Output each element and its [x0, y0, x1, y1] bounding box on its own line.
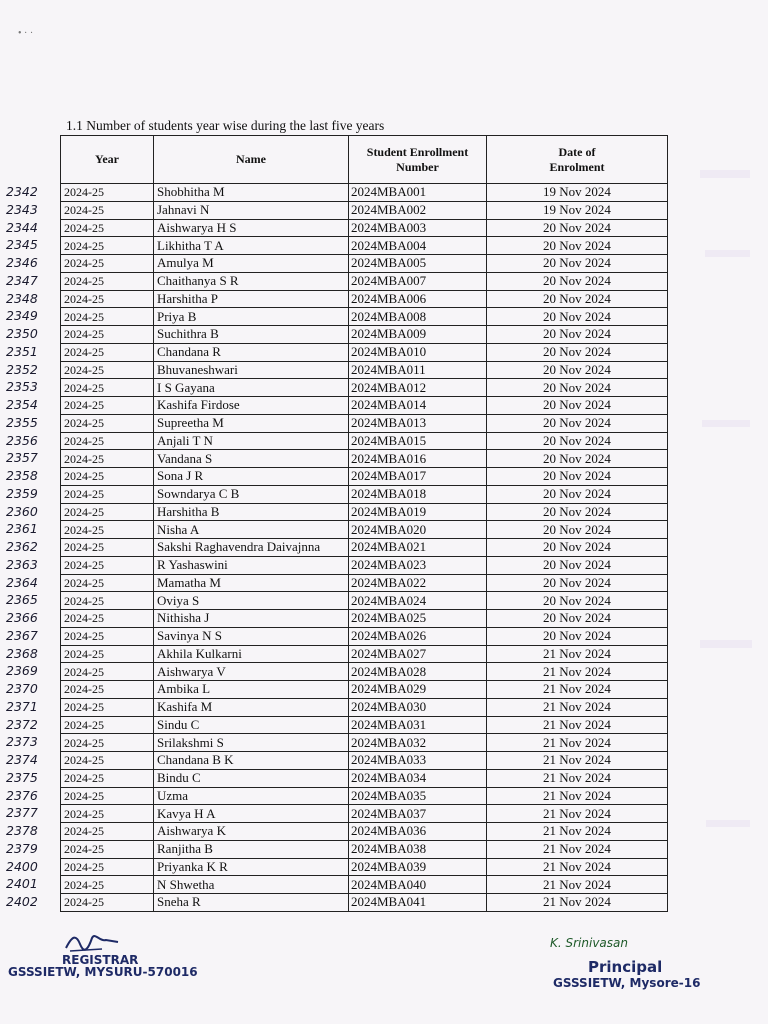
cell-enrollment: 2024MBA016 [349, 450, 487, 468]
margin-serial-number: 2369 [6, 663, 38, 679]
table-row [61, 201, 668, 219]
cell-year: 2024-25 [61, 627, 154, 645]
margin-serial-number: 2366 [6, 610, 38, 625]
bleed-through-mark [705, 250, 750, 257]
cell-enrollment: 2024MBA019 [349, 503, 487, 521]
cell-enrollment: 2024MBA039 [349, 858, 487, 876]
cell-enrollment: 2024MBA025 [349, 610, 487, 628]
table-caption: 1.1 Number of students year wise during the last five years [66, 118, 385, 133]
bleed-through-mark [700, 170, 750, 178]
margin-serial-number: 2351 [6, 343, 38, 359]
table-row [61, 894, 668, 912]
margin-serial-number: 2343 [6, 201, 38, 217]
margin-serial-number: 2345 [6, 237, 38, 253]
cell-enrollment: 2024MBA006 [349, 290, 487, 308]
cell-name: Chandana R [154, 343, 349, 361]
margin-serial-number: 2364 [6, 574, 38, 590]
cell-date: 19 Nov 2024 [487, 184, 668, 202]
header-enrollment [349, 136, 487, 184]
cell-enrollment: 2024MBA008 [349, 308, 487, 326]
cell-enrollment: 2024MBA027 [349, 645, 487, 663]
cell-date: 19 Nov 2024 [487, 201, 668, 219]
cell-enrollment: 2024MBA015 [349, 432, 487, 450]
cell-year: 2024-25 [61, 805, 154, 823]
cell-enrollment: 2024MBA040 [349, 876, 487, 894]
cell-enrollment: 2024MBA007 [349, 272, 487, 290]
cell-name: Akhila Kulkarni [154, 645, 349, 663]
margin-serial-number: 2378 [6, 823, 38, 838]
cell-year: 2024-25 [61, 219, 154, 237]
cell-year: 2024-25 [61, 645, 154, 663]
cell-date: 21 Nov 2024 [487, 769, 668, 787]
margin-serial-number: 2374 [6, 752, 38, 767]
cell-name: Chaithanya S R [154, 272, 349, 290]
cell-name: Savinya N S [154, 627, 349, 645]
margin-serial-number: 2365 [6, 592, 38, 608]
student-table-wrapper [60, 135, 668, 912]
cell-date: 20 Nov 2024 [487, 485, 668, 503]
cell-date: 21 Nov 2024 [487, 823, 668, 841]
table-row [61, 716, 668, 734]
cell-year: 2024-25 [61, 521, 154, 539]
cell-date: 20 Nov 2024 [487, 574, 668, 592]
cell-name: R Yashaswini [154, 556, 349, 574]
table-row [61, 272, 668, 290]
cell-name: Oviya S [154, 592, 349, 610]
cell-date: 20 Nov 2024 [487, 290, 668, 308]
cell-date: 20 Nov 2024 [487, 432, 668, 450]
cell-year: 2024-25 [61, 556, 154, 574]
margin-serial-number: 2350 [6, 326, 38, 341]
table-row [61, 503, 668, 521]
cell-year: 2024-25 [61, 681, 154, 699]
cell-date: 20 Nov 2024 [487, 521, 668, 539]
margin-serial-number: 2362 [6, 539, 38, 554]
margin-serial-number: 2367 [6, 627, 38, 643]
cell-date: 21 Nov 2024 [487, 698, 668, 716]
cell-year: 2024-25 [61, 574, 154, 592]
cell-enrollment: 2024MBA037 [349, 805, 487, 823]
cell-enrollment: 2024MBA011 [349, 361, 487, 379]
cell-name: Amulya M [154, 255, 349, 273]
cell-year: 2024-25 [61, 734, 154, 752]
cell-date: 20 Nov 2024 [487, 468, 668, 486]
margin-serial-number: 2375 [6, 769, 38, 785]
margin-serial-number: 2373 [6, 734, 38, 750]
header-date-line2: Enrolment [549, 159, 605, 174]
registrar-title: REGISTRAR [62, 953, 139, 967]
table-row [61, 610, 668, 628]
margin-serial-number: 2402 [6, 894, 38, 909]
cell-name: Sakshi Raghavendra Daivajnna [154, 539, 349, 557]
table-row [61, 645, 668, 663]
margin-serial-number: 2376 [6, 787, 38, 803]
cell-name: Vandana S [154, 450, 349, 468]
cell-enrollment: 2024MBA034 [349, 769, 487, 787]
cell-date: 21 Nov 2024 [487, 716, 668, 734]
cell-year: 2024-25 [61, 840, 154, 858]
table-row [61, 734, 668, 752]
cell-date: 20 Nov 2024 [487, 379, 668, 397]
cell-date: 20 Nov 2024 [487, 361, 668, 379]
cell-year: 2024-25 [61, 716, 154, 734]
cell-date: 21 Nov 2024 [487, 645, 668, 663]
cell-year: 2024-25 [61, 414, 154, 432]
table-row [61, 787, 668, 805]
table-row [61, 468, 668, 486]
header-date [487, 136, 668, 184]
cell-year: 2024-25 [61, 468, 154, 486]
header-enrollment-line1: Student Enrollment [366, 144, 469, 159]
cell-name: Priya B [154, 308, 349, 326]
cell-date: 20 Nov 2024 [487, 343, 668, 361]
cell-year: 2024-25 [61, 503, 154, 521]
cell-name: Harshitha P [154, 290, 349, 308]
table-row [61, 290, 668, 308]
margin-serial-number: 2347 [6, 272, 38, 288]
registrar-institution: GSSSIETW, MYSURU-570016 [8, 965, 198, 979]
table-row [61, 521, 668, 539]
cell-enrollment: 2024MBA032 [349, 734, 487, 752]
table-row [61, 255, 668, 273]
table-row [61, 539, 668, 557]
table-row [61, 858, 668, 876]
cell-name: Suchithra B [154, 326, 349, 344]
cell-name: Kashifa Firdose [154, 397, 349, 415]
cell-name: Kavya H A [154, 805, 349, 823]
cell-name: I S Gayana [154, 379, 349, 397]
cell-date: 20 Nov 2024 [487, 272, 668, 290]
cell-name: Harshitha B [154, 503, 349, 521]
margin-serial-number: 2368 [6, 645, 38, 661]
cell-enrollment: 2024MBA004 [349, 237, 487, 255]
cell-year: 2024-25 [61, 432, 154, 450]
table-row [61, 840, 668, 858]
cell-name: Jahnavi N [154, 201, 349, 219]
cell-name: Aishwarya V [154, 663, 349, 681]
cell-enrollment: 2024MBA024 [349, 592, 487, 610]
cell-name: Supreetha M [154, 414, 349, 432]
table-row [61, 450, 668, 468]
cell-enrollment: 2024MBA030 [349, 698, 487, 716]
margin-serial-number: 2377 [6, 805, 38, 821]
table-header-row [61, 136, 668, 184]
cell-year: 2024-25 [61, 237, 154, 255]
margin-serial-number: 2356 [6, 432, 38, 448]
cell-name: Kashifa M [154, 698, 349, 716]
cell-year: 2024-25 [61, 876, 154, 894]
margin-serial-number: 2370 [6, 681, 38, 696]
cell-year: 2024-25 [61, 539, 154, 557]
cell-year: 2024-25 [61, 823, 154, 841]
margin-serial-number: 2359 [6, 485, 38, 501]
cell-enrollment: 2024MBA036 [349, 823, 487, 841]
table-row [61, 769, 668, 787]
cell-year: 2024-25 [61, 894, 154, 912]
student-table [60, 135, 668, 912]
table-row [61, 361, 668, 379]
cell-date: 20 Nov 2024 [487, 326, 668, 344]
cell-date: 20 Nov 2024 [487, 503, 668, 521]
cell-name: Ranjitha B [154, 840, 349, 858]
cell-date: 21 Nov 2024 [487, 840, 668, 858]
cell-enrollment: 2024MBA012 [349, 379, 487, 397]
cell-enrollment: 2024MBA018 [349, 485, 487, 503]
cell-date: 20 Nov 2024 [487, 308, 668, 326]
cell-year: 2024-25 [61, 752, 154, 770]
cell-year: 2024-25 [61, 485, 154, 503]
margin-serial-number: 2379 [6, 840, 38, 856]
cell-enrollment: 2024MBA035 [349, 787, 487, 805]
cell-name: Sowndarya C B [154, 485, 349, 503]
cell-enrollment: 2024MBA041 [349, 894, 487, 912]
cell-name: Sona J R [154, 468, 349, 486]
cell-date: 21 Nov 2024 [487, 858, 668, 876]
cell-name: Srilakshmi S [154, 734, 349, 752]
cell-name: Ambika L [154, 681, 349, 699]
margin-serial-number: 2353 [6, 379, 38, 395]
cell-date: 21 Nov 2024 [487, 752, 668, 770]
cell-name: Aishwarya K [154, 823, 349, 841]
principal-signature: K. Srinivasan [550, 936, 628, 950]
header-date-line1: Date of [558, 144, 596, 159]
margin-serial-number: 2342 [6, 184, 38, 199]
cell-name: N Shwetha [154, 876, 349, 894]
cell-enrollment: 2024MBA014 [349, 397, 487, 415]
cell-year: 2024-25 [61, 290, 154, 308]
cell-year: 2024-25 [61, 769, 154, 787]
cell-name: Uzma [154, 787, 349, 805]
margin-serial-number: 2372 [6, 716, 38, 732]
cell-enrollment: 2024MBA009 [349, 326, 487, 344]
table-body [61, 184, 668, 912]
table-row [61, 379, 668, 397]
margin-serial-number: 2355 [6, 414, 38, 430]
cell-date: 20 Nov 2024 [487, 539, 668, 557]
margin-serial-number: 2346 [6, 255, 38, 270]
cell-year: 2024-25 [61, 255, 154, 273]
cell-date: 20 Nov 2024 [487, 610, 668, 628]
cell-enrollment: 2024MBA033 [349, 752, 487, 770]
cell-year: 2024-25 [61, 326, 154, 344]
table-row [61, 698, 668, 716]
cell-name: Nisha A [154, 521, 349, 539]
principal-institution: GSSSIETW, Mysore-16 [553, 976, 701, 990]
table-row [61, 237, 668, 255]
bleed-through-mark [700, 640, 752, 648]
table-row [61, 805, 668, 823]
header-year: Year [61, 136, 154, 184]
cell-name: Aishwarya H S [154, 219, 349, 237]
table-row [61, 627, 668, 645]
margin-serial-number: 2401 [6, 876, 38, 892]
cell-date: 20 Nov 2024 [487, 219, 668, 237]
margin-serial-number: 2349 [6, 308, 38, 324]
cell-year: 2024-25 [61, 450, 154, 468]
cell-date: 20 Nov 2024 [487, 397, 668, 415]
table-row [61, 681, 668, 699]
cell-year: 2024-25 [61, 592, 154, 610]
cell-year: 2024-25 [61, 610, 154, 628]
cell-name: Nithisha J [154, 610, 349, 628]
cell-enrollment: 2024MBA010 [349, 343, 487, 361]
registrar-signature [62, 930, 122, 954]
table-row [61, 219, 668, 237]
cell-date: 21 Nov 2024 [487, 894, 668, 912]
margin-serial-number: 2360 [6, 503, 38, 519]
cell-date: 20 Nov 2024 [487, 237, 668, 255]
cell-year: 2024-25 [61, 858, 154, 876]
cell-enrollment: 2024MBA020 [349, 521, 487, 539]
cell-year: 2024-25 [61, 308, 154, 326]
margin-serial-number: 2344 [6, 219, 38, 235]
margin-serial-number: 2348 [6, 290, 38, 306]
table-row [61, 574, 668, 592]
cell-enrollment: 2024MBA003 [349, 219, 487, 237]
table-row [61, 876, 668, 894]
table-row [61, 184, 668, 202]
cell-year: 2024-25 [61, 201, 154, 219]
principal-title: Principal [588, 958, 663, 976]
cell-year: 2024-25 [61, 272, 154, 290]
cell-enrollment: 2024MBA017 [349, 468, 487, 486]
cell-year: 2024-25 [61, 343, 154, 361]
bleed-through-mark [702, 420, 750, 427]
table-row [61, 592, 668, 610]
corner-mark: • · · [18, 28, 34, 39]
cell-name: Bindu C [154, 769, 349, 787]
cell-enrollment: 2024MBA028 [349, 663, 487, 681]
cell-enrollment: 2024MBA001 [349, 184, 487, 202]
table-row [61, 308, 668, 326]
margin-serial-number: 2361 [6, 521, 38, 537]
cell-name: Sneha R [154, 894, 349, 912]
table-row [61, 414, 668, 432]
cell-name: Bhuvaneshwari [154, 361, 349, 379]
cell-date: 20 Nov 2024 [487, 627, 668, 645]
table-row [61, 432, 668, 450]
cell-enrollment: 2024MBA021 [349, 539, 487, 557]
cell-date: 21 Nov 2024 [487, 681, 668, 699]
header-name: Name [154, 136, 349, 184]
cell-year: 2024-25 [61, 361, 154, 379]
cell-enrollment: 2024MBA013 [349, 414, 487, 432]
cell-year: 2024-25 [61, 787, 154, 805]
table-row [61, 556, 668, 574]
margin-serial-number: 2358 [6, 468, 38, 483]
cell-date: 21 Nov 2024 [487, 663, 668, 681]
cell-name: Chandana B K [154, 752, 349, 770]
cell-enrollment: 2024MBA031 [349, 716, 487, 734]
header-enrollment-line2: Number [396, 159, 439, 174]
cell-name: Priyanka K R [154, 858, 349, 876]
bleed-through-mark [706, 820, 750, 827]
margin-serial-number: 2357 [6, 450, 38, 466]
table-row [61, 397, 668, 415]
cell-date: 21 Nov 2024 [487, 734, 668, 752]
cell-year: 2024-25 [61, 397, 154, 415]
cell-name: Likhitha T A [154, 237, 349, 255]
margin-serial-number: 2400 [6, 858, 38, 874]
cell-date: 20 Nov 2024 [487, 556, 668, 574]
cell-enrollment: 2024MBA029 [349, 681, 487, 699]
table-row [61, 752, 668, 770]
cell-name: Mamatha M [154, 574, 349, 592]
cell-enrollment: 2024MBA026 [349, 627, 487, 645]
margin-serial-number: 2352 [6, 361, 38, 377]
table-row [61, 663, 668, 681]
cell-enrollment: 2024MBA005 [349, 255, 487, 273]
cell-name: Sindu C [154, 716, 349, 734]
margin-serial-number: 2371 [6, 698, 38, 714]
table-row [61, 343, 668, 361]
cell-date: 20 Nov 2024 [487, 255, 668, 273]
cell-date: 20 Nov 2024 [487, 592, 668, 610]
cell-year: 2024-25 [61, 184, 154, 202]
cell-enrollment: 2024MBA038 [349, 840, 487, 858]
margin-serial-number: 2363 [6, 556, 38, 572]
cell-enrollment: 2024MBA023 [349, 556, 487, 574]
cell-date: 20 Nov 2024 [487, 450, 668, 468]
cell-name: Anjali T N [154, 432, 349, 450]
cell-date: 20 Nov 2024 [487, 414, 668, 432]
cell-date: 21 Nov 2024 [487, 876, 668, 894]
table-row [61, 326, 668, 344]
margin-serial-number: 2354 [6, 397, 38, 412]
cell-date: 21 Nov 2024 [487, 805, 668, 823]
cell-year: 2024-25 [61, 698, 154, 716]
table-row [61, 485, 668, 503]
cell-year: 2024-25 [61, 663, 154, 681]
cell-date: 21 Nov 2024 [487, 787, 668, 805]
table-row [61, 823, 668, 841]
cell-enrollment: 2024MBA022 [349, 574, 487, 592]
cell-name: Shobhitha M [154, 184, 349, 202]
cell-enrollment: 2024MBA002 [349, 201, 487, 219]
cell-year: 2024-25 [61, 379, 154, 397]
